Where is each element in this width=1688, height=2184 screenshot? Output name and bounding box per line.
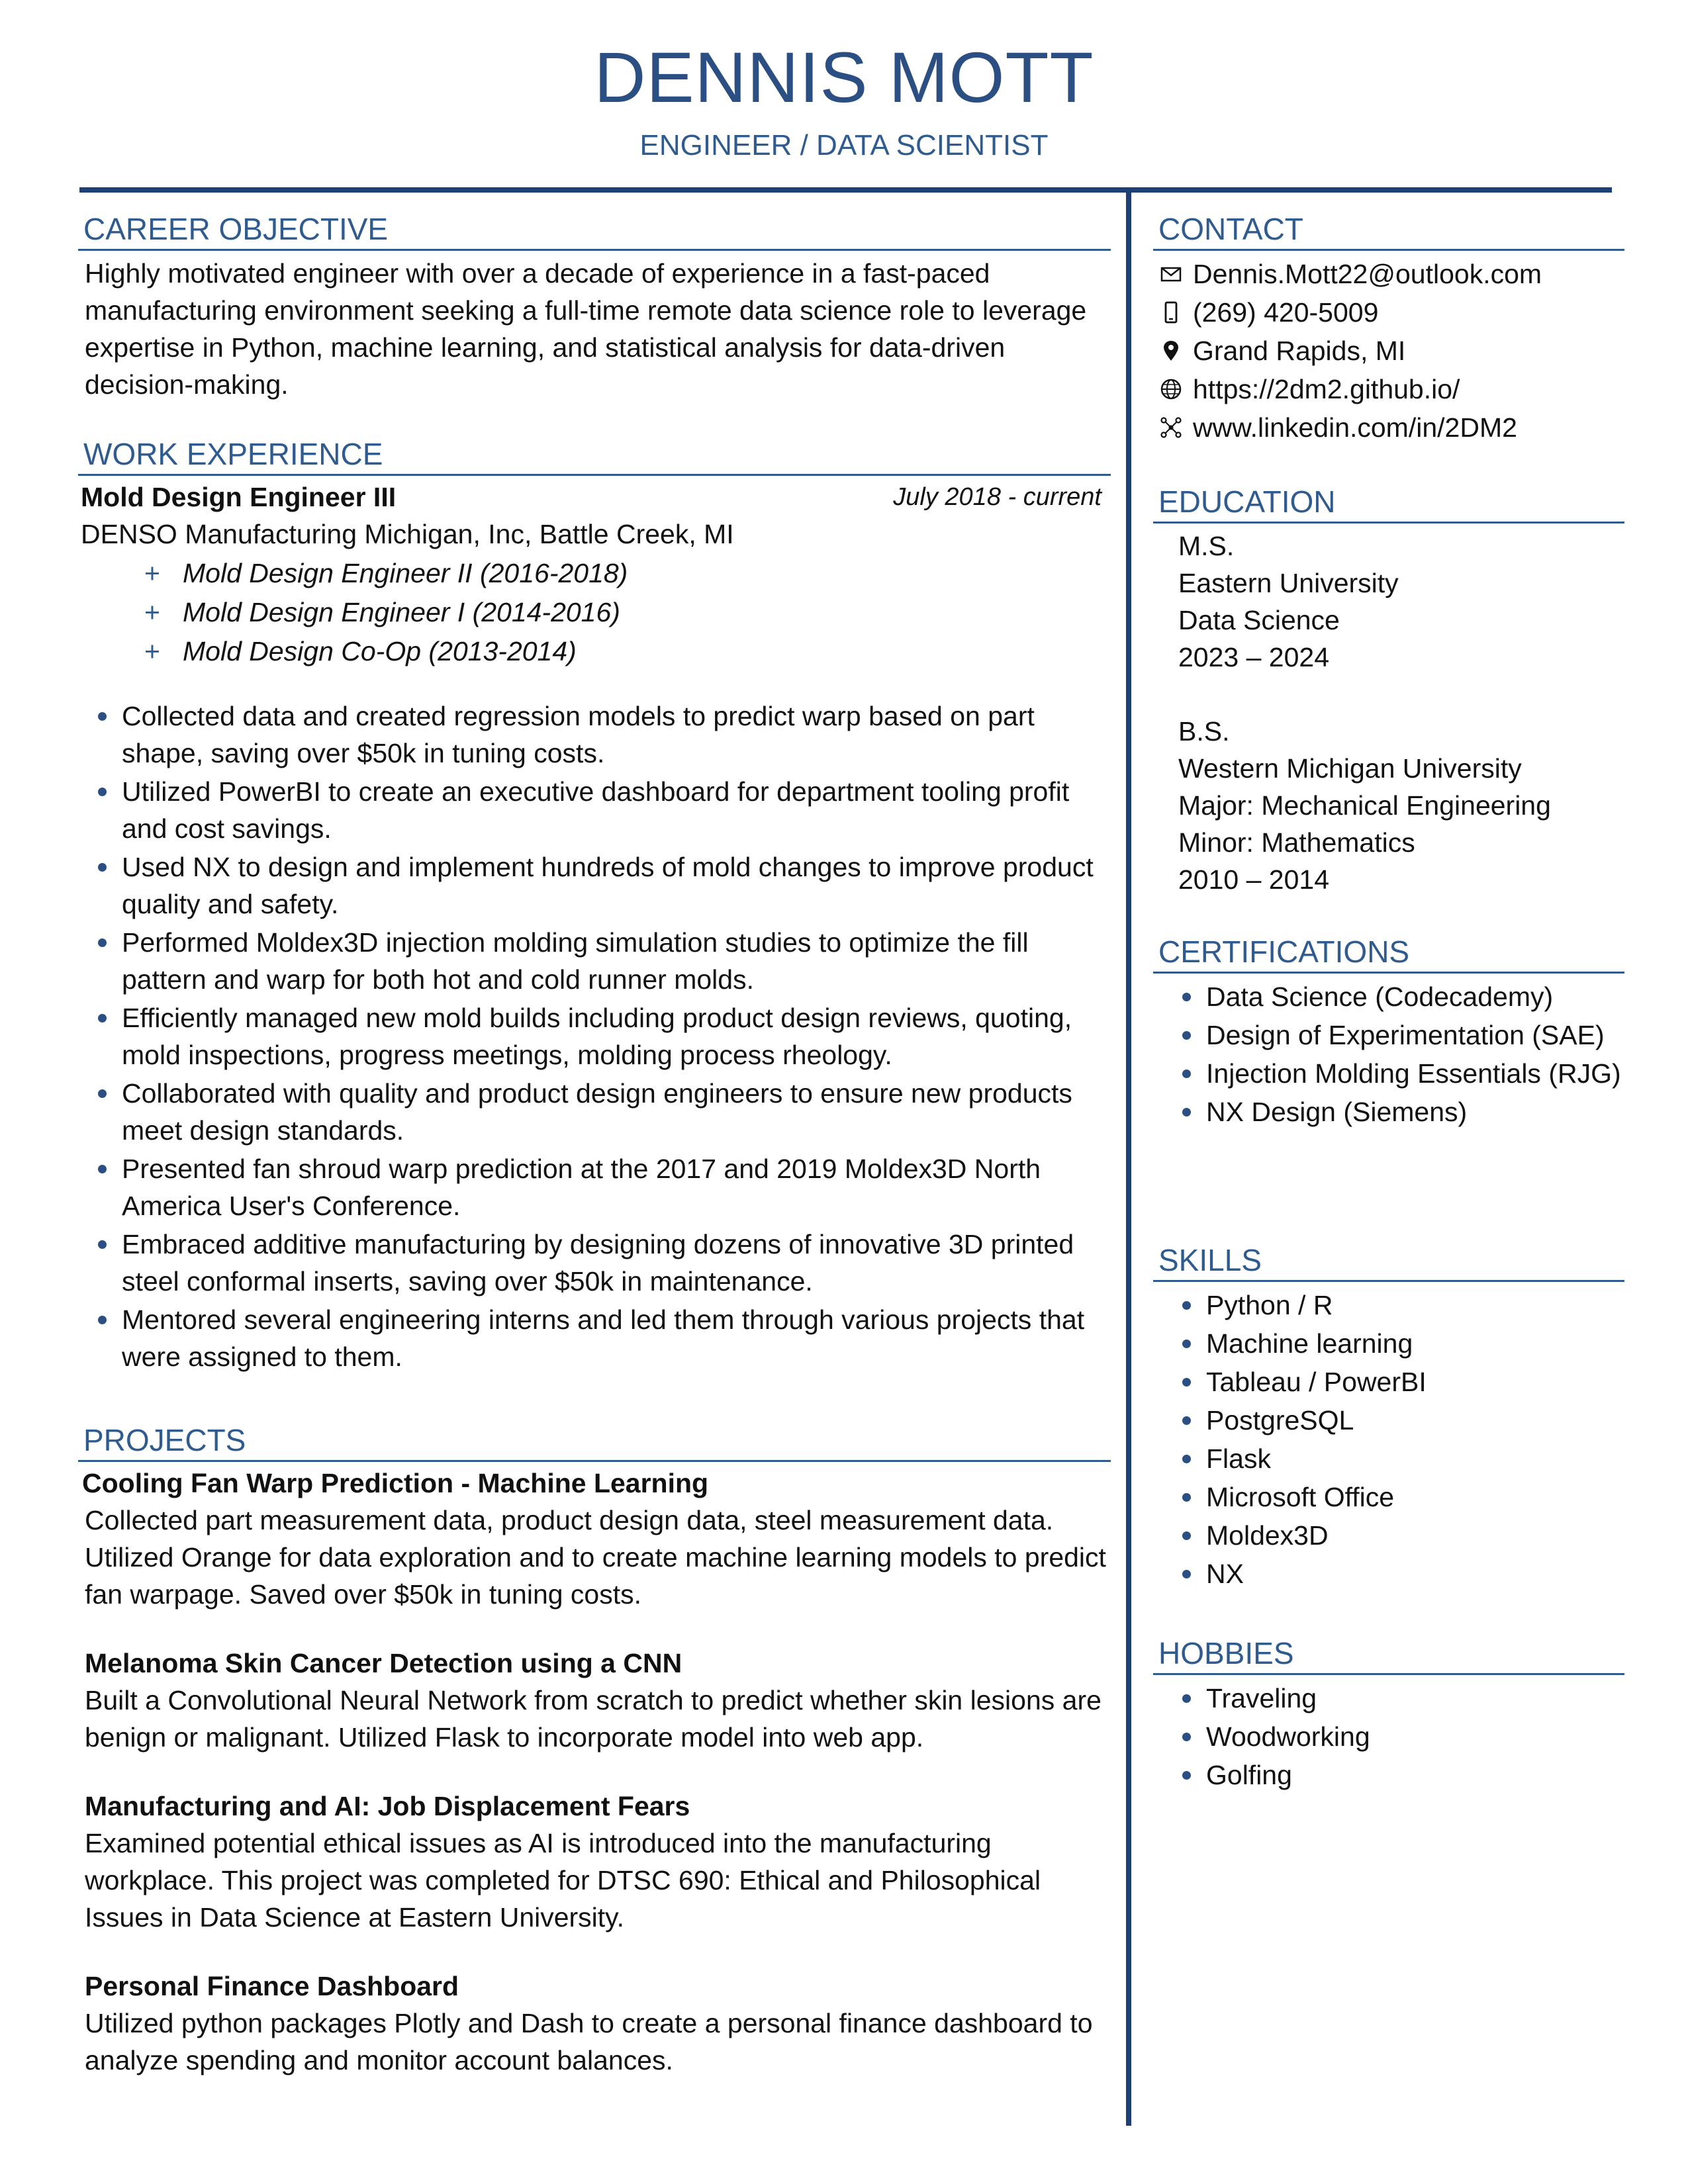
project-title: Melanoma Skin Cancer Detection using a CNN: [85, 1648, 682, 1678]
education-entry: [1153, 713, 1624, 898]
bullet-icon: [98, 863, 107, 872]
previous-role: Mold Design Co-Op (2013-2014): [183, 636, 577, 666]
certification: Data Science (Codecademy): [1206, 981, 1554, 1012]
list-item: [144, 632, 1111, 671]
certifications-list: [1153, 978, 1624, 1131]
career-objective-section: [78, 210, 1111, 403]
projects-section: [78, 1422, 1111, 2079]
list-item: [122, 1301, 1111, 1375]
bullet-icon: [98, 1316, 107, 1324]
skill: Python / R: [1206, 1290, 1333, 1320]
bullet-icon: [1182, 1531, 1191, 1540]
bullet-icon: [1182, 1378, 1191, 1387]
degree: M.S.: [1178, 531, 1235, 561]
skill: NX: [1206, 1559, 1244, 1589]
contact-section: [1153, 210, 1624, 447]
bullet-icon: [1182, 1031, 1191, 1040]
list-item: [144, 593, 1111, 632]
list-item: [1206, 1363, 1624, 1401]
plus-icon: +: [144, 636, 160, 666]
list-item: [144, 554, 1111, 593]
list-item: [1206, 1478, 1624, 1516]
bullet-icon: [1182, 1455, 1191, 1463]
project-title: Manufacturing and AI: Job Displacement Fears: [85, 1791, 690, 1821]
project-description: Examined potential ethical issues as AI is introduced into the manufacturing workplace. This project was completed for DTSC 690: Ethical and Philosophical Issues in Data Science at Eastern University.: [85, 1828, 1041, 1933]
degree: B.S.: [1178, 716, 1230, 747]
certification: Injection Molding Essentials (RJG): [1206, 1058, 1621, 1089]
bullet-icon: [1182, 1416, 1191, 1425]
list-item: [122, 1226, 1111, 1300]
list-item: [122, 1075, 1111, 1149]
location-text: Grand Rapids, MI: [1193, 336, 1406, 366]
bullet-icon: [1182, 1570, 1191, 1578]
plus-icon: +: [144, 597, 160, 627]
bullet-icon: [1182, 1069, 1191, 1078]
section-title: CONTACT: [1153, 210, 1624, 251]
bullet-icon: [1182, 1301, 1191, 1310]
list-item: [122, 924, 1111, 998]
project-item: [78, 1645, 1111, 1756]
column-divider: [1126, 190, 1131, 2126]
envelope-icon: [1160, 263, 1182, 285]
hobbies-section: [1153, 1635, 1624, 1794]
network-icon: [1160, 416, 1182, 439]
hobby: Traveling: [1206, 1683, 1317, 1713]
list-item: [1206, 978, 1624, 1016]
list-item: [1206, 1679, 1624, 1717]
list-item: [1206, 1401, 1624, 1439]
bullet-icon: [1182, 1694, 1191, 1703]
hobby: Golfing: [1206, 1760, 1292, 1790]
email-link[interactable]: Dennis.Mott22@outlook.com: [1193, 259, 1542, 289]
major: Major: Mechanical Engineering: [1178, 790, 1551, 821]
job-title: Mold Design Engineer III: [81, 482, 397, 512]
bullet-icon: [98, 1014, 107, 1023]
previous-role: Mold Design Engineer II (2016-2018): [183, 558, 628, 588]
work-experience-section: [78, 435, 1111, 1377]
job-date: July 2018 - current: [893, 483, 1102, 511]
years: 2023 – 2024: [1178, 642, 1330, 672]
certifications-section: [1153, 933, 1624, 1131]
header-divider: [79, 187, 1612, 193]
previous-roles-list: [78, 554, 1111, 671]
list-item: [1206, 1516, 1624, 1555]
section-title: HOBBIES: [1153, 1635, 1624, 1675]
school: Western Michigan University: [1178, 753, 1522, 784]
bullet-text: Mentored several engineering interns and led them through various projects that were assigned to them.: [122, 1304, 1085, 1372]
school: Eastern University: [1178, 568, 1399, 598]
list-item: [122, 999, 1111, 1073]
candidate-name: DENNIS MOTT: [594, 37, 1094, 117]
contact-linkedin: [1157, 408, 1624, 447]
career-objective-text: Highly motivated engineer with over a decade of experience in a fast-paced manufacturing environment seeking a full-time remote data science role to leverage expertise in Python, machine learning, and statistical analysis for data-driven decision-making.: [85, 258, 1087, 400]
bullet-icon: [98, 1240, 107, 1249]
bullet-text: Utilized PowerBI to create an executive dashboard for department tooling profit and cost savings.: [122, 776, 1070, 844]
certification: NX Design (Siemens): [1206, 1097, 1468, 1127]
company-name: DENSO Manufacturing Michigan, Inc, Battle Creek, MI: [81, 519, 734, 549]
list-item: [1206, 1439, 1624, 1478]
skill: Tableau / PowerBI: [1206, 1367, 1427, 1397]
bullet-text: Embraced additive manufacturing by designing dozens of innovative 3D printed steel conformal inserts, saving over $50k in maintenance.: [122, 1229, 1074, 1297]
list-item: [1206, 1016, 1624, 1054]
skill: PostgreSQL: [1206, 1405, 1354, 1435]
certification: Design of Experimentation (SAE): [1206, 1020, 1605, 1050]
phone-icon: [1160, 301, 1182, 324]
contact-location: [1157, 332, 1624, 370]
contact-website: [1157, 370, 1624, 408]
section-title: PROJECTS: [78, 1422, 1111, 1462]
years: 2010 – 2014: [1178, 864, 1330, 895]
skills-section: [1153, 1242, 1624, 1593]
website-link[interactable]: https://2dm2.github.io/: [1193, 374, 1460, 404]
globe-icon: [1160, 378, 1182, 400]
section-title: CERTIFICATIONS: [1153, 933, 1624, 974]
hobby: Woodworking: [1206, 1721, 1370, 1752]
bullet-text: Performed Moldex3D injection molding simulation studies to optimize the fill pattern and warp for both hot and cold runner molds.: [122, 927, 1029, 995]
section-title: WORK EXPERIENCE: [78, 435, 1111, 476]
bullet-icon: [98, 788, 107, 796]
project-description: Utilized python packages Plotly and Dash to create a personal finance dashboard to analyze spending and monitor account balances.: [85, 2008, 1093, 2075]
map-pin-icon: [1160, 340, 1182, 362]
job-header: [78, 478, 1111, 516]
list-item: [122, 1150, 1111, 1224]
project-description: Built a Convolutional Neural Network from scratch to predict whether skin lesions are benign or malignant. Utilized Flask to incorporate model into web app.: [85, 1685, 1102, 1752]
section-title: SKILLS: [1153, 1242, 1624, 1282]
contact-email: [1157, 255, 1624, 293]
project-item: [78, 1788, 1111, 1936]
education-entry: [1153, 527, 1624, 676]
phone-number[interactable]: (269) 420-5009: [1193, 297, 1379, 328]
skill: Moldex3D: [1206, 1520, 1329, 1551]
skills-list: [1153, 1286, 1624, 1593]
bullet-icon: [98, 1165, 107, 1173]
hobbies-list: [1153, 1679, 1624, 1794]
project-title: Personal Finance Dashboard: [85, 1971, 459, 2001]
bullet-icon: [1182, 1340, 1191, 1348]
work-bullets: [78, 698, 1111, 1375]
linkedin-link[interactable]: www.linkedin.com/in/2DM2: [1193, 412, 1517, 443]
bullet-icon: [1182, 1771, 1191, 1780]
list-item: [1206, 1286, 1624, 1324]
section-title: CAREER OBJECTIVE: [78, 210, 1111, 251]
bullet-icon: [98, 938, 107, 947]
section-title: EDUCATION: [1153, 483, 1624, 523]
plus-icon: +: [144, 558, 160, 588]
previous-role: Mold Design Engineer I (2014-2016): [183, 597, 620, 627]
list-item: [1206, 1054, 1624, 1093]
skill: Microsoft Office: [1206, 1482, 1395, 1512]
project-item: [78, 1465, 1111, 1613]
education-section: [1153, 483, 1624, 898]
bullet-icon: [1182, 1493, 1191, 1502]
bullet-text: Collected data and created regression models to predict warp based on part shape, saving over $50k in tuning costs.: [122, 701, 1035, 768]
bullet-icon: [98, 712, 107, 721]
bullet-text: Used NX to design and implement hundreds of mold changes to improve product quality and safety.: [122, 852, 1094, 919]
bullet-icon: [1182, 1108, 1191, 1116]
list-item: [122, 848, 1111, 923]
project-item: [78, 1968, 1111, 2079]
candidate-subtitle: ENGINEER / DATA SCIENTIST: [639, 129, 1049, 161]
list-item: [1206, 1093, 1624, 1131]
project-title: Cooling Fan Warp Prediction - Machine Learning: [82, 1468, 709, 1498]
field-of-study: Data Science: [1178, 605, 1340, 635]
minor: Minor: Mathematics: [1178, 827, 1415, 858]
skill: Flask: [1206, 1443, 1271, 1474]
contact-phone: [1157, 293, 1624, 332]
bullet-text: Efficiently managed new mold builds including product design reviews, quoting, mold inspections, progress meetings, molding process rheology.: [122, 1003, 1072, 1070]
list-item: [122, 698, 1111, 772]
list-item: [1206, 1756, 1624, 1794]
skill: Machine learning: [1206, 1328, 1413, 1359]
list-item: [1206, 1717, 1624, 1756]
list-item: [1206, 1555, 1624, 1593]
bullet-text: Collaborated with quality and product design engineers to ensure new products meet design standards.: [122, 1078, 1072, 1146]
project-description: Collected part measurement data, product design data, steel measurement data. Utilized Orange for data exploration and to create machine learning models to predict fan warpage. Saved over $50k in tuning costs.: [85, 1505, 1106, 1610]
contact-list: [1153, 255, 1624, 447]
bullet-icon: [1182, 1733, 1191, 1741]
list-item: [1206, 1324, 1624, 1363]
bullet-icon: [1182, 993, 1191, 1001]
bullet-text: Presented fan shroud warp prediction at the 2017 and 2019 Moldex3D North America User's Conference.: [122, 1154, 1041, 1221]
list-item: [122, 773, 1111, 847]
bullet-icon: [98, 1089, 107, 1098]
